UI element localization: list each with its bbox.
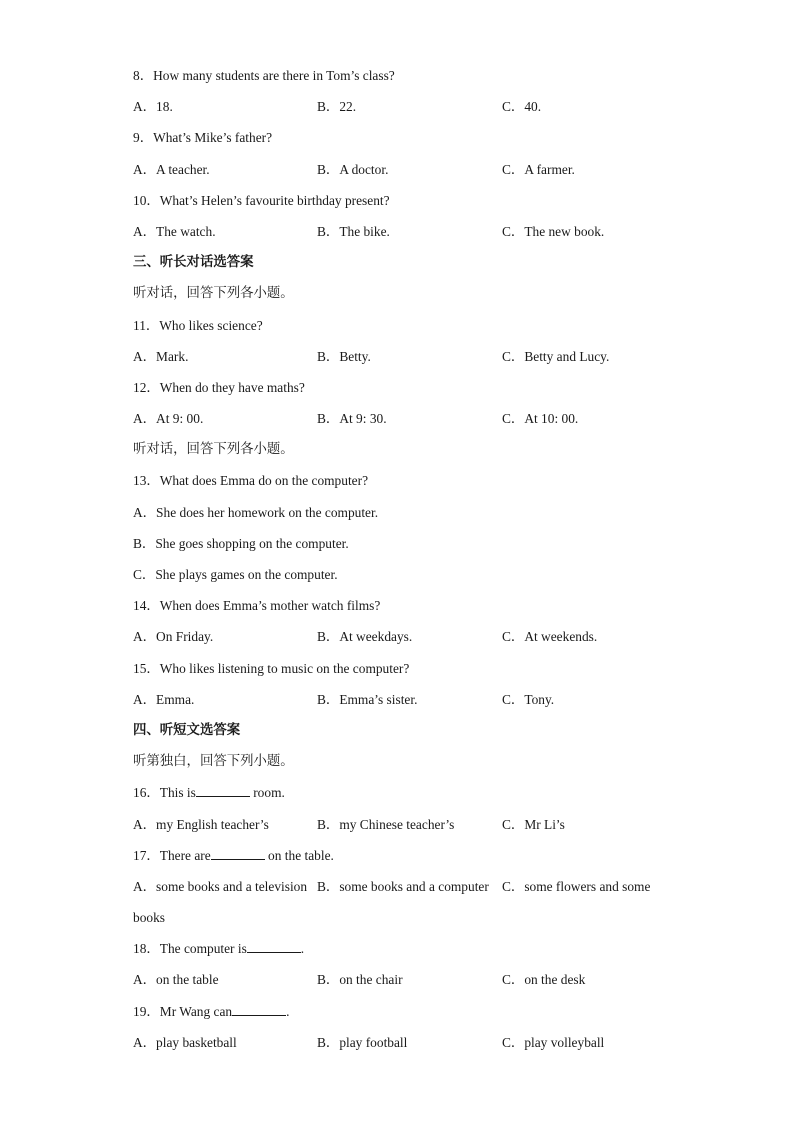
option-18-a: A．on the table (133, 972, 219, 988)
section-4-instruction: 听第独白，回答下列小题。 (133, 754, 294, 770)
question-19-tail: . (286, 1003, 290, 1019)
options-17 (133, 873, 693, 904)
option-8-a: A．18. (133, 99, 173, 115)
options-18 (133, 966, 693, 997)
question-16 (133, 779, 693, 810)
option-19-c: C．play volleyball (502, 1034, 605, 1050)
section-3-instruction-2: 听对话，回答下列各小题。 (133, 442, 294, 458)
option-12-c: C．At 10: 00. (502, 411, 579, 427)
option-8-c: C．40. (502, 99, 542, 115)
options-9 (133, 156, 693, 187)
question-9: 9．What’s Mike’s father? (133, 130, 273, 146)
option-10-c: C．The new book. (502, 223, 605, 239)
question-18 (133, 935, 693, 966)
option-18-b: B．on the chair (317, 972, 403, 988)
worksheet-page (133, 62, 693, 1060)
option-16-a: A．my English teacher’s (133, 816, 269, 832)
options-15 (133, 686, 693, 717)
option-18-c: C．on the desk (502, 972, 586, 988)
option-11-b: B．Betty. (317, 348, 371, 364)
option-15-a: A．Emma. (133, 691, 195, 707)
option-16-c: C．Mr Li’s (502, 816, 565, 832)
option-19-b: B．play football (317, 1034, 408, 1050)
section-3-heading: 三、听长对话选答案 (133, 255, 254, 271)
options-16 (133, 811, 693, 842)
option-14-c: C．At weekends. (502, 629, 598, 645)
question-13: 13．What does Emma do on the computer? (133, 473, 369, 489)
option-19-a: A．play basketball (133, 1034, 237, 1050)
answer-blank (211, 846, 265, 860)
option-17-b: B．some books and a computer (317, 878, 489, 894)
option-11-a: A．Mark. (133, 348, 189, 364)
option-14-b: B．At weekdays. (317, 629, 413, 645)
option-15-c: C．Tony. (502, 691, 555, 707)
option-13-b: B．She goes shopping on the computer. (133, 535, 349, 551)
option-17-a: A．some books and a television (133, 878, 308, 894)
question-19 (133, 998, 693, 1029)
option-14-a: A．On Friday. (133, 629, 214, 645)
answer-blank (232, 1002, 286, 1016)
option-9-a: A．A teacher. (133, 161, 210, 177)
section-3-instruction-1: 听对话，回答下列各小题。 (133, 286, 294, 302)
option-9-b: B．A doctor. (317, 161, 389, 177)
options-10 (133, 218, 693, 249)
question-14: 14．When does Emma’s mother watch films? (133, 598, 381, 614)
option-12-a: A．At 9: 00. (133, 411, 204, 427)
options-11 (133, 343, 693, 374)
question-11: 11．Who likes science? (133, 317, 263, 333)
section-4-heading: 四、听短文选答案 (133, 722, 241, 738)
option-12-b: B．At 9: 30. (317, 411, 387, 427)
options-12 (133, 405, 693, 436)
option-17-c: C．some flowers and some (502, 878, 651, 894)
option-13-c: C．She plays games on the computer. (133, 567, 338, 582)
question-19-text: 19．Mr Wang can (133, 1003, 233, 1019)
question-16-text: 16．This is (133, 785, 196, 801)
question-18-tail: . (300, 941, 305, 957)
option-17-c-continued: books (133, 910, 165, 926)
question-17-text: 17．There are (133, 847, 211, 863)
option-10-a: A．The watch. (133, 223, 216, 239)
option-13-a: A．She does her homework on the computer. (133, 504, 379, 520)
answer-blank (196, 783, 250, 797)
question-8: 8．How many students are there in Tom’s class? (133, 68, 395, 83)
question-12: 12．When do they have maths? (133, 379, 305, 395)
question-16-tail: room. (249, 785, 285, 801)
option-11-c: C．Betty and Lucy. (502, 348, 610, 364)
option-10-b: B．The bike. (317, 223, 390, 239)
option-15-b: B．Emma’s sister. (317, 691, 418, 707)
question-18-text: 18．The computer is (133, 941, 247, 957)
options-14 (133, 623, 693, 654)
option-9-c: C．A farmer. (502, 161, 575, 177)
question-17-tail: on the table. (264, 847, 334, 863)
question-15: 15．Who likes listening to music on the computer? (133, 660, 410, 676)
answer-blank (247, 939, 301, 953)
option-8-b: B．22. (317, 99, 357, 115)
question-17 (133, 842, 693, 873)
question-10: 10．What’s Helen’s favourite birthday present? (133, 192, 390, 208)
option-16-b: B．my Chinese teacher’s (317, 816, 455, 832)
options-19 (133, 1029, 693, 1060)
options-8 (133, 93, 693, 124)
